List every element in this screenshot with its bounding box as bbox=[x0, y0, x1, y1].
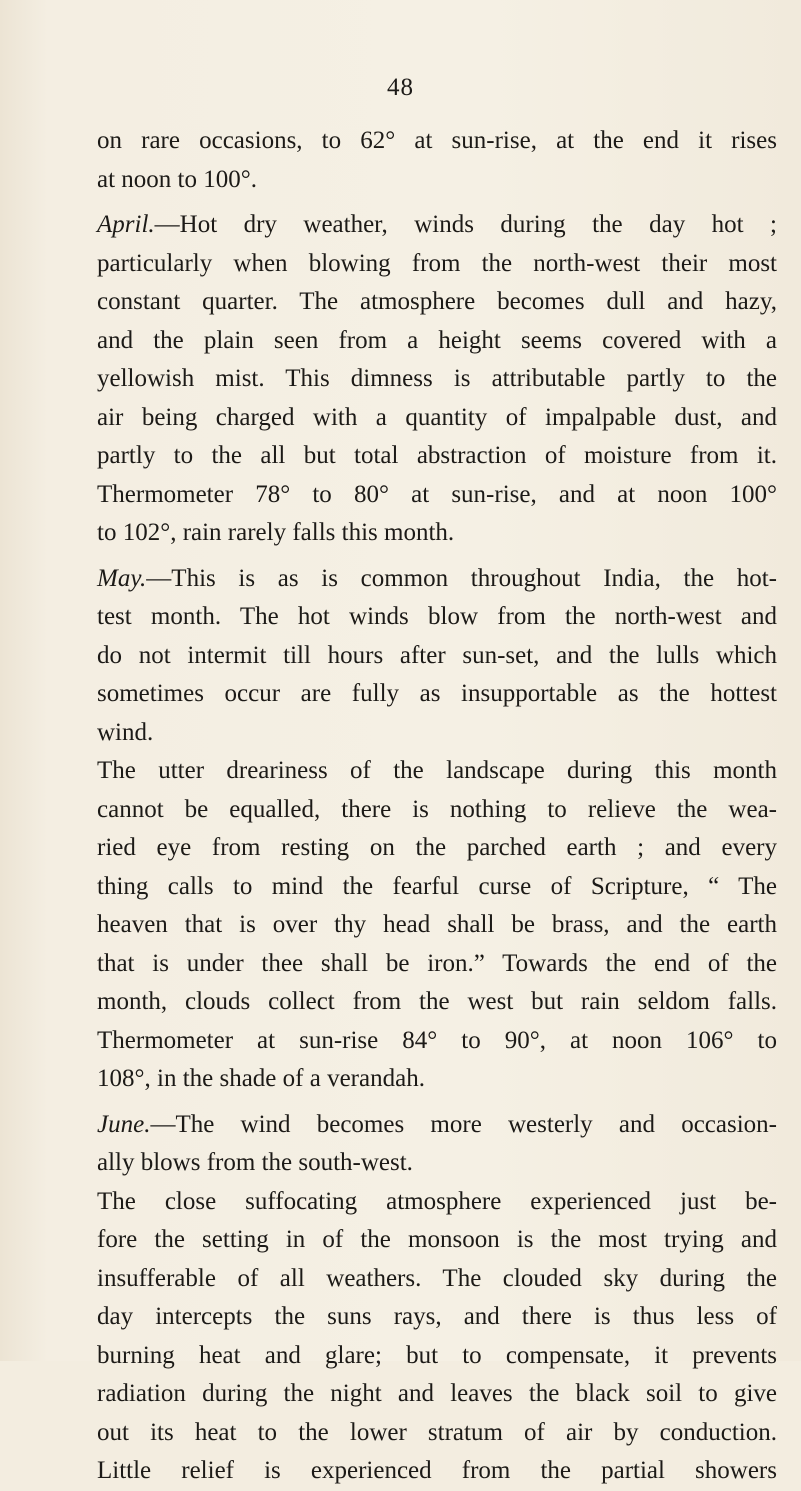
text-line bbox=[97, 945, 777, 984]
page-number: 48 bbox=[387, 74, 414, 101]
text-line bbox=[97, 560, 777, 599]
text-line bbox=[97, 360, 777, 399]
text-line bbox=[97, 1106, 777, 1145]
line-text: burning heat and glare; but to compensate, it prevents bbox=[97, 1341, 777, 1369]
text-line bbox=[97, 1221, 777, 1260]
body-text bbox=[97, 122, 777, 1491]
text-line bbox=[97, 791, 777, 830]
line-text: do not intermit till hours after sun-set, and the lulls which bbox=[97, 641, 777, 669]
line-text: to 102°, rain rarely falls this month. bbox=[97, 519, 455, 546]
text-line bbox=[97, 1452, 777, 1491]
line-text: Little relief is experienced from the partial showers bbox=[97, 1457, 777, 1484]
text-line bbox=[97, 829, 777, 868]
line-text: insufferable of all weathers. The clouded sky during the bbox=[97, 1264, 777, 1292]
line-text: Thermometer at sun-rise 84° to 90°, at noon 106° to bbox=[97, 1026, 777, 1054]
line-text: on rare occasions, to 62° at sun-rise, at the end it rises bbox=[97, 127, 777, 154]
line-text: thing calls to mind the fearful curse of Scripture, “ The bbox=[97, 872, 777, 900]
line-text: and the plain seen from a height seems covered with a bbox=[97, 326, 777, 354]
line-text: ally blows from the south-west. bbox=[97, 1149, 413, 1176]
line-text: at noon to 100°. bbox=[97, 165, 257, 193]
line-text: The utter dreariness of the landscape during this month bbox=[97, 757, 777, 784]
text-line bbox=[97, 598, 777, 637]
text-line bbox=[97, 1060, 777, 1099]
line-text: particularly when blowing from the north-west their most bbox=[97, 249, 777, 277]
text-line bbox=[97, 637, 777, 676]
text-line bbox=[97, 1260, 777, 1299]
text-line bbox=[97, 868, 777, 907]
line-text: test month. The hot winds blow from the north-west and bbox=[97, 603, 777, 630]
line-text: —This is as is common throughout India, the hot- bbox=[146, 564, 777, 592]
text-line bbox=[97, 906, 777, 945]
line-text: The close suffocating atmosphere experienced just be- bbox=[97, 1187, 777, 1215]
text-line bbox=[97, 161, 777, 200]
text-line bbox=[97, 1414, 777, 1453]
line-text: Thermometer 78° to 80° at sun-rise, and at noon 100° bbox=[97, 480, 777, 508]
text-line bbox=[97, 1298, 777, 1337]
text-line bbox=[97, 322, 777, 361]
line-text: out its heat to the lower stratum of air by conduction. bbox=[97, 1418, 777, 1446]
line-text: air being charged with a quantity of impalpable dust, and bbox=[97, 403, 777, 431]
text-line bbox=[97, 437, 777, 476]
line-text: yellowish mist. This dimness is attributable partly to the bbox=[97, 365, 777, 392]
text-line bbox=[97, 476, 777, 515]
line-text: wind. bbox=[97, 718, 154, 746]
line-text: sometimes occur are fully as insupportable as the hottest bbox=[97, 680, 777, 707]
text-line bbox=[97, 245, 777, 284]
line-text: heaven that is over thy head shall be brass, and the earth bbox=[97, 911, 777, 938]
text-line bbox=[97, 399, 777, 438]
paragraph-lead: June. bbox=[97, 1110, 151, 1138]
text-line bbox=[97, 983, 777, 1022]
line-text: constant quarter. The atmosphere becomes dull and hazy, bbox=[97, 288, 777, 315]
text-line bbox=[97, 1022, 777, 1061]
paragraph-lead: April. bbox=[97, 211, 155, 238]
line-text: ried eye from resting on the parched earth ; and every bbox=[97, 834, 777, 861]
text-line bbox=[97, 1144, 777, 1183]
text-line bbox=[97, 122, 777, 161]
line-text: —Hot dry weather, winds during the day hot ; bbox=[154, 211, 777, 238]
text-line bbox=[97, 283, 777, 322]
text-line bbox=[97, 514, 777, 553]
text-line bbox=[97, 675, 777, 714]
text-line bbox=[97, 714, 777, 753]
line-text: fore the setting in of the monsoon is the most trying and bbox=[97, 1226, 777, 1253]
text-line bbox=[97, 1183, 777, 1222]
text-line bbox=[97, 206, 777, 245]
line-text: month, clouds collect from the west but rain seldom falls. bbox=[97, 988, 777, 1015]
line-text: cannot be equalled, there is nothing to relieve the wea- bbox=[97, 795, 777, 823]
line-text: partly to the all but total abstraction of moisture from it. bbox=[97, 442, 777, 469]
paragraph-lead: May. bbox=[97, 564, 147, 592]
line-text: —The wind becomes more westerly and occasion- bbox=[150, 1110, 777, 1138]
line-text: day intercepts the suns rays, and there is thus less of bbox=[97, 1303, 777, 1330]
line-text: 108°, in the shade of a verandah. bbox=[97, 1065, 425, 1092]
line-text: that is under thee shall be iron.” Towards the end of the bbox=[97, 949, 777, 977]
text-line bbox=[97, 752, 777, 791]
text-line bbox=[97, 1337, 777, 1376]
text-line bbox=[97, 1375, 777, 1414]
line-text: radiation during the night and leaves the black soil to give bbox=[97, 1380, 777, 1407]
